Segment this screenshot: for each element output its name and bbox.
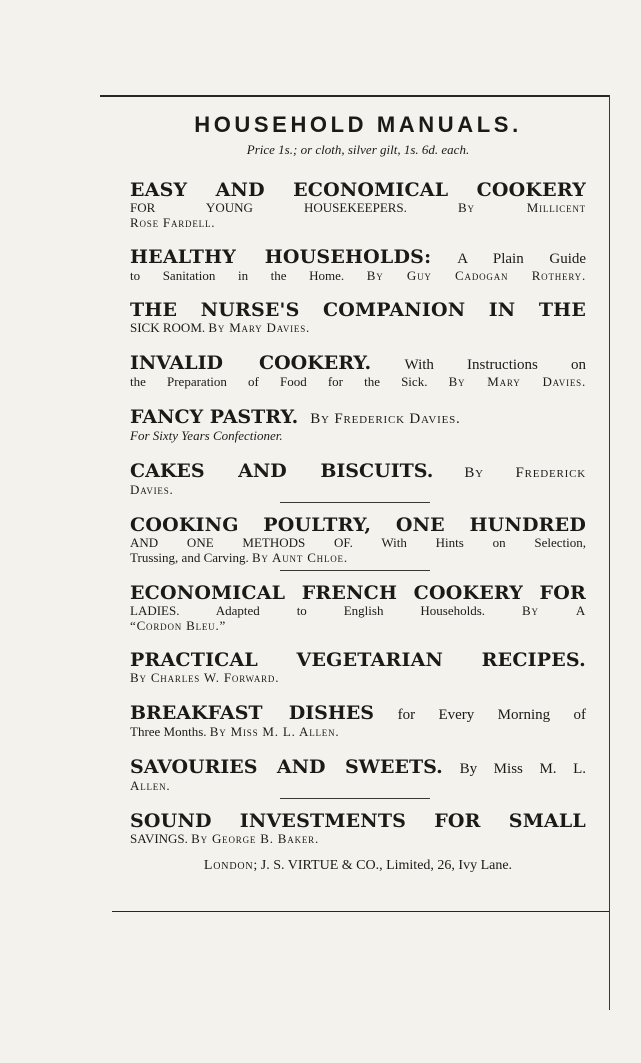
book-title: EASY AND ECONOMICAL COOKERY	[130, 179, 586, 201]
imprint-text: ; J. S. VIRTUE & CO., Limited, 26, Ivy Lane.	[253, 858, 513, 873]
book-title: ECONOMICAL FRENCH COOKERY FOR	[130, 582, 586, 604]
description-text: FOR YOUNG HOUSEKEEPERS.	[130, 200, 407, 215]
book-title: SOUND INVESTMENTS FOR SMALL	[130, 810, 586, 832]
book-entry	[130, 515, 586, 571]
book-title-line	[130, 406, 586, 428]
book-description	[130, 535, 586, 550]
author-text: Davies.	[130, 482, 174, 497]
book-description	[130, 268, 586, 283]
bottom-rule	[112, 911, 609, 912]
description-text: SICK ROOM.	[130, 320, 206, 335]
description-text: A Plain Guide	[457, 251, 587, 267]
book-title: HEALTHY HOUSEHOLDS:	[130, 246, 432, 268]
author-text: By Frederick Davies.	[310, 411, 461, 427]
right-rule	[609, 95, 610, 1010]
book-entry	[130, 352, 586, 389]
description-text: AND ONE METHODS OF.	[130, 535, 353, 550]
book-description: For Sixty Years Confectioner.	[130, 428, 283, 443]
imprint-city: London	[203, 858, 254, 873]
description-text: LADIES.	[130, 603, 180, 618]
description-text: Adapted to English Households.	[215, 603, 486, 618]
author-text: By George B. Baker.	[191, 831, 320, 846]
book-entry	[130, 180, 586, 230]
book-entry	[130, 702, 586, 739]
author-text: By Aunt Chloe.	[251, 550, 348, 565]
author-text: Allen.	[130, 778, 171, 793]
book-title: PRACTICAL VEGETARIAN RECIPES.	[130, 649, 586, 671]
publisher-imprint	[130, 858, 586, 874]
book-entry	[130, 460, 586, 503]
book-description	[130, 320, 586, 335]
book-description	[130, 550, 586, 565]
book-description	[130, 200, 586, 215]
book-title-line	[130, 460, 586, 482]
book-title-line	[130, 352, 586, 374]
price-line: Price 1s.; or cloth, silver gilt, 1s. 6d. each.	[246, 142, 470, 157]
book-description	[130, 831, 586, 846]
author-text: By Miss M. L. Allen.	[209, 724, 340, 739]
author-text: By Guy Cadogan Rothery.	[366, 268, 587, 283]
catalogue-page	[130, 112, 586, 874]
book-title: CAKES AND BISCUITS.	[130, 460, 434, 482]
book-title: INVALID COOKERY.	[130, 352, 372, 374]
description-text: to Sanitation in the Home.	[130, 268, 345, 283]
book-entry	[130, 406, 586, 443]
book-title: THE NURSE'S COMPANION IN THE	[130, 299, 586, 321]
author-text: “Cordon Bleu.”	[130, 618, 227, 633]
author-text: Rose Fardell.	[130, 215, 216, 230]
book-title: FANCY PASTRY.	[130, 406, 299, 428]
divider	[280, 502, 430, 503]
description-text: With Instructions on	[404, 357, 587, 373]
description-text: the Preparation of Food for the Sick.	[130, 374, 428, 389]
description-text: With Hints on Selection,	[381, 535, 587, 550]
book-description	[130, 603, 586, 618]
book-title: SAVOURIES AND SWEETS.	[130, 756, 443, 778]
book-entry	[130, 811, 586, 846]
author-text: By Charles W. Forward.	[130, 670, 280, 685]
book-description	[130, 374, 586, 389]
book-title-line	[130, 702, 586, 724]
book-title: COOKING POULTRY, ONE HUNDRED	[130, 514, 586, 536]
book-entry	[130, 300, 586, 335]
description-text: for Every Morning of	[397, 707, 587, 723]
book-title: BREAKFAST DISHES	[130, 702, 375, 724]
book-title-line	[130, 756, 586, 778]
page-title: HOUSEHOLD MANUALS.	[194, 112, 522, 137]
book-entry	[130, 247, 586, 283]
author-text: By Frederick	[464, 465, 586, 481]
divider	[280, 798, 430, 799]
description-text: Three Months.	[130, 724, 207, 739]
description-text: SAVINGS.	[130, 831, 188, 846]
book-title-line	[130, 247, 586, 268]
author-text: By Mary Davies.	[448, 374, 587, 389]
author-text: By Miss M. L.	[459, 761, 587, 777]
book-entry	[130, 650, 586, 685]
author-text: By A	[522, 603, 587, 618]
book-description	[130, 724, 586, 739]
book-entry	[130, 756, 586, 799]
top-rule	[100, 95, 610, 97]
divider	[280, 570, 430, 571]
author-text: By Mary Davies.	[208, 320, 311, 335]
book-entry	[130, 583, 586, 633]
description-text: Trussing, and Carving.	[130, 550, 249, 565]
author-text: By Millicent	[458, 200, 586, 215]
